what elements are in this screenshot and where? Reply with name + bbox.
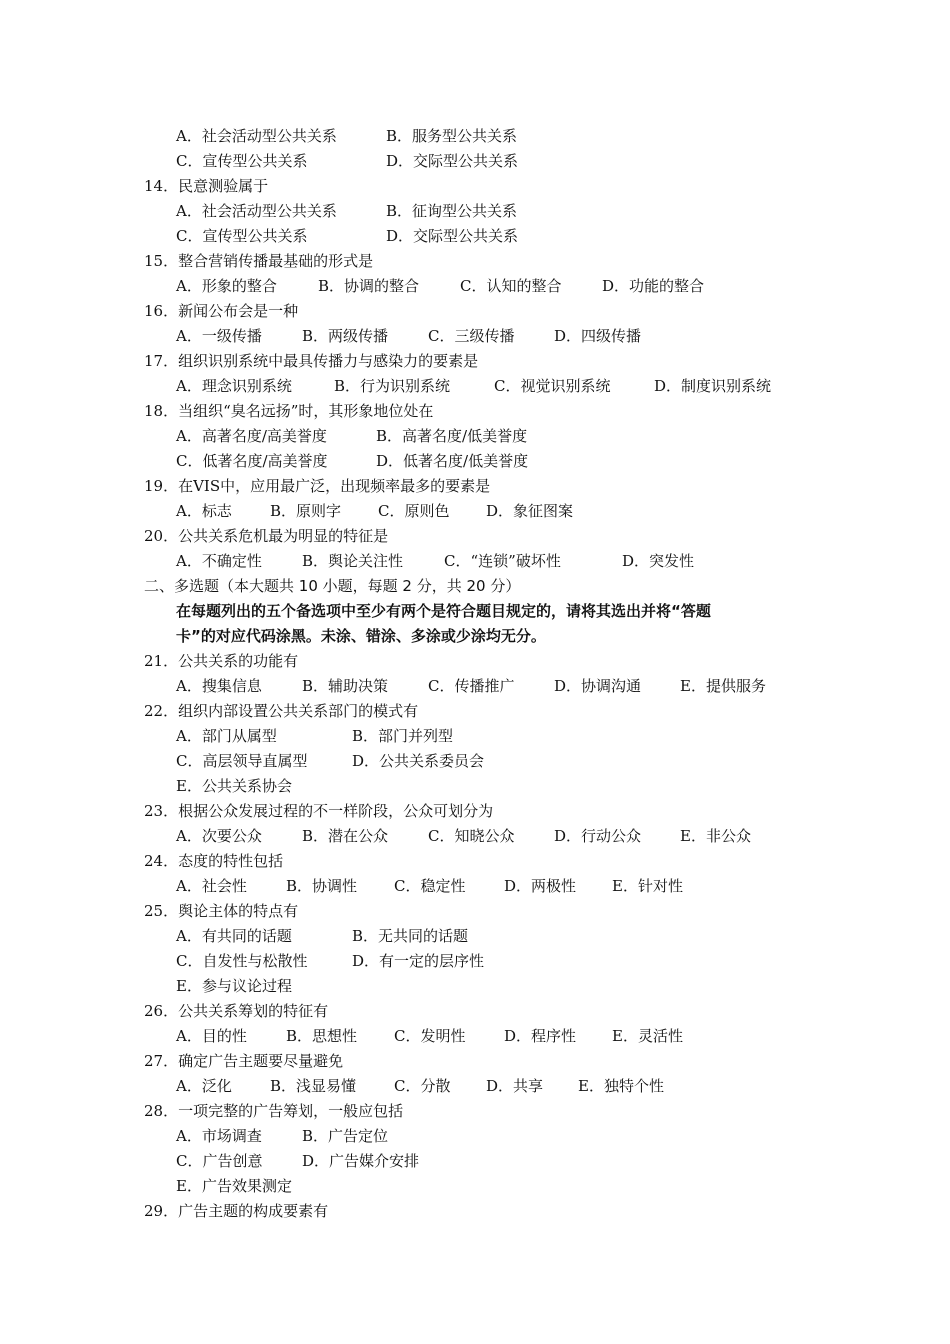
option-text: D．四级传播 — [554, 327, 642, 345]
option-text: B．浅显易懂 — [270, 1077, 357, 1095]
option-text: C．认知的整合 — [460, 277, 562, 295]
line-text: 28．一项完整的广告筹划，一般应包括 — [144, 1102, 404, 1120]
option-text: A．社会性 — [176, 877, 247, 895]
option-text: E．广告效果测定 — [176, 1177, 292, 1195]
line-text: 21．公共关系的功能有 — [144, 652, 299, 670]
option-text: E．灵活性 — [612, 1027, 683, 1045]
line-text: 27．确定广告主题要尽量避免 — [144, 1052, 344, 1070]
option-text: D．协调沟通 — [554, 677, 642, 695]
option-text: A．部门从属型 — [176, 727, 277, 745]
option-text: C．原则色 — [378, 502, 450, 520]
option-text: B．原则字 — [270, 502, 342, 520]
option-text: B．高著名度/低美誉度 — [376, 427, 528, 445]
option-text: C．“连锁”破坏性 — [444, 552, 561, 570]
line-text: 24．态度的特性包括 — [144, 852, 284, 870]
option-text: D．交际型公共关系 — [386, 152, 519, 170]
option-text: D．象征图案 — [486, 502, 574, 520]
option-text: D．有一定的层序性 — [352, 952, 485, 970]
line-text: 22．组织内部设置公共关系部门的模式有 — [144, 702, 419, 720]
option-text: C．视觉识别系统 — [494, 377, 611, 395]
line-text: 14．民意测验属于 — [144, 177, 269, 195]
option-text: A．社会活动型公共关系 — [176, 202, 337, 220]
option-text: C．高层领导直属型 — [176, 752, 308, 770]
option-text: D．交际型公共关系 — [386, 227, 519, 245]
option-text: A．一级传播 — [176, 327, 262, 345]
option-text: C．低著名度/高美誉度 — [176, 452, 328, 470]
option-text: D．低著名度/低美誉度 — [376, 452, 529, 470]
option-text: D．功能的整合 — [602, 277, 705, 295]
option-text: C．稳定性 — [394, 877, 466, 895]
option-text: B．部门并列型 — [352, 727, 454, 745]
option-text: A．形象的整合 — [176, 277, 277, 295]
option-text: B．两级传播 — [302, 327, 389, 345]
option-text: A．泛化 — [176, 1077, 232, 1095]
option-text: E．独特个性 — [578, 1077, 664, 1095]
option-text: B．协调性 — [286, 877, 358, 895]
option-text: D．公共关系委员会 — [352, 752, 485, 770]
line-text: 17．组织识别系统中最具传播力与感染力的要素是 — [144, 352, 479, 370]
option-text: C．发明性 — [394, 1027, 466, 1045]
line-text: 15．整合营销传播最基础的形式是 — [144, 252, 374, 270]
option-text: A．目的性 — [176, 1027, 247, 1045]
option-text: B．潜在公众 — [302, 827, 389, 845]
option-text: D．程序性 — [504, 1027, 577, 1045]
option-text: D．行动公众 — [554, 827, 642, 845]
option-text: B．行为识别系统 — [334, 377, 451, 395]
line-text: 26．公共关系筹划的特征有 — [144, 1002, 329, 1020]
option-text: E．公共关系协会 — [176, 777, 292, 795]
option-text: A．高著名度/高美誉度 — [176, 427, 327, 445]
option-text: E．参与议论过程 — [176, 977, 292, 995]
option-text: A．不确定性 — [176, 552, 262, 570]
option-text: D．突发性 — [622, 552, 695, 570]
option-text: B．辅助决策 — [302, 677, 389, 695]
option-text: A．社会活动型公共关系 — [176, 127, 337, 145]
option-text: C．自发性与松散性 — [176, 952, 308, 970]
option-text: D．制度识别系统 — [654, 377, 772, 395]
option-text: D．共享 — [486, 1077, 544, 1095]
option-text: E．提供服务 — [680, 677, 766, 695]
option-text: A．有共同的话题 — [176, 927, 292, 945]
line-text: 18．当组织“臭名远扬”时，其形象地位处在 — [144, 402, 434, 420]
option-text: D．两极性 — [504, 877, 577, 895]
line-text: 20．公共关系危机最为明显的特征是 — [144, 527, 389, 545]
option-text: A．理念识别系统 — [176, 377, 292, 395]
option-text: C．传播推广 — [428, 677, 515, 695]
option-text: C．宣传型公共关系 — [176, 152, 308, 170]
option-text: E．针对性 — [612, 877, 683, 895]
option-text: D．广告媒介安排 — [302, 1152, 420, 1170]
option-text: B．无共同的话题 — [352, 927, 469, 945]
option-text: E．非公众 — [680, 827, 751, 845]
option-text: B．服务型公共关系 — [386, 127, 518, 145]
option-text: B．征询型公共关系 — [386, 202, 518, 220]
option-text: C．知晓公众 — [428, 827, 515, 845]
line-text: 二、多选题（本大题共 10 小题，每题 2 分，共 20 分） — [144, 577, 521, 595]
line-text: 19．在VIS中，应用最广泛，出现频率最多的要素是 — [144, 477, 491, 495]
option-text: B．协调的整合 — [318, 277, 420, 295]
line-text: 29．广告主题的构成要素有 — [144, 1202, 329, 1220]
line-text: 16．新闻公布会是一种 — [144, 302, 299, 320]
option-text: B．思想性 — [286, 1027, 358, 1045]
option-text: B．舆论关注性 — [302, 552, 404, 570]
option-text: C．分散 — [394, 1077, 451, 1095]
line-text: 卡”的对应代码涂黑。未涂、错涂、多涂或少涂均无分。 — [176, 627, 546, 645]
line-text: 23．根据公众发展过程的不一样阶段，公众可划分为 — [144, 802, 494, 820]
line-text: 25．舆论主体的特点有 — [144, 902, 299, 920]
option-text: C．宣传型公共关系 — [176, 227, 308, 245]
option-text: C．三级传播 — [428, 327, 515, 345]
option-text: A．市场调查 — [176, 1127, 262, 1145]
option-text: B．广告定位 — [302, 1127, 389, 1145]
option-text: A．标志 — [176, 502, 232, 520]
option-text: C．广告创意 — [176, 1152, 263, 1170]
line-text: 在每题列出的五个备选项中至少有两个是符合题目规定的，请将其选出并将“答题 — [176, 602, 711, 620]
option-text: A．搜集信息 — [176, 677, 262, 695]
option-text: A．次要公众 — [176, 827, 262, 845]
